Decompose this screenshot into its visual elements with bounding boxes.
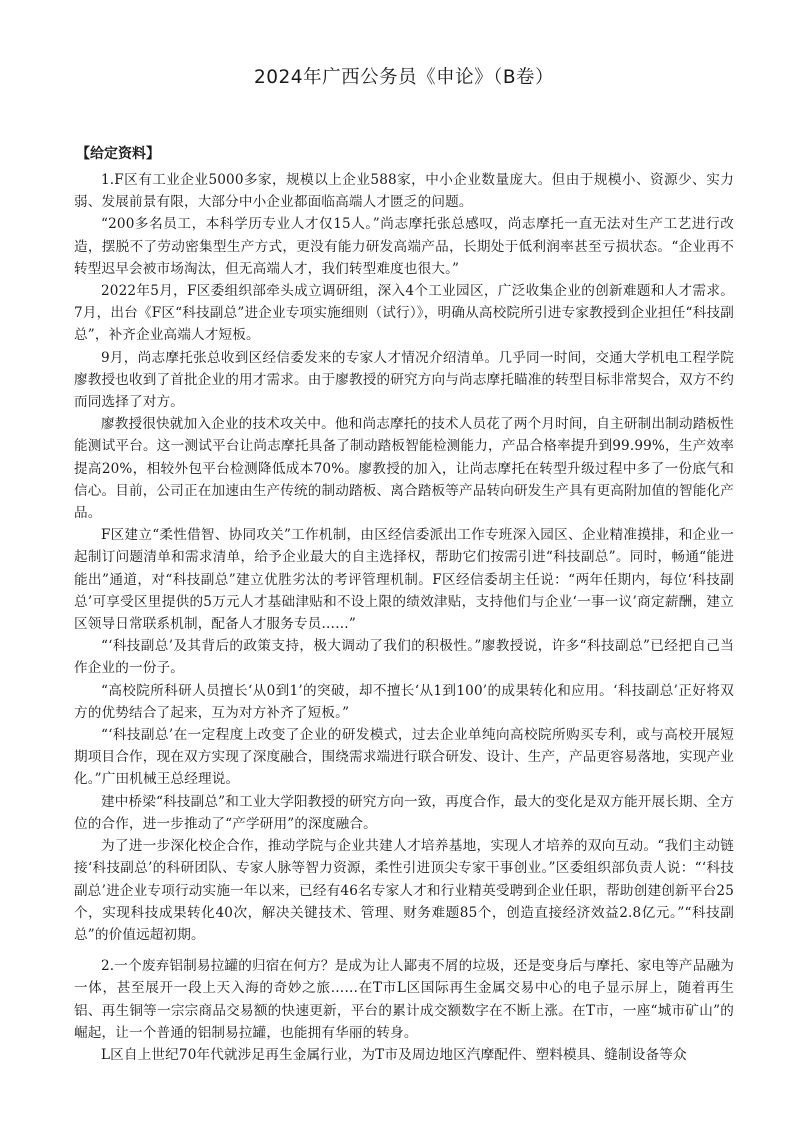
section-label: 【给定资料】: [76, 146, 160, 162]
paragraph: 建中桥梁“科技副总”和工业大学阳教授的研究方向一致，再度合作，最大的变化是双方能开展长期、全方位的合作，进一步推动了“产学研用”的深度融合。: [74, 793, 734, 832]
paragraph: “高校院所科研人员擅长‘从0到1’的突破，却不擅长‘从1到100’的成果转化和应用。‘科技副总’正好将双方的优势结合了起来，互为对方补齐了短板。”: [74, 682, 734, 721]
paragraph: L区自上世纪70年代就涉足再生金属行业，为T市及周边地区汽摩配件、塑料模具、缝制设备等众: [101, 1046, 687, 1063]
paragraph: 1.F区有工业企业5000多家，规模以上企业588家，中小企业数量庞大。但由于规模小、资源少、实力弱、发展前景有限，大部分中小企业都面临高端人才匮乏的问题。: [74, 172, 734, 211]
paragraph: “‘科技副总’在一定程度上改变了企业的研发模式，过去企业单纯向高校院所购买专利，或与高校开展短期项目合作，现在双方实现了深度融合，围绕需求端进行联合研发、设计、生产，产品更容易落地，实现产业化。”广田机械王总经理说。: [74, 727, 734, 788]
paragraph: “200多名员工，本科学历专业人才仅15人。”尚志摩托张总感叹，尚志摩托一直无法对生产工艺进行改造，摆脱不了劳动密集型生产方式，更没有能力研发高端产品，长期处于低利润率甚至亏损状态。“企业再不转型迟早会被市场淘汰，但无高端人才，我们转型难度也很大。”: [74, 216, 734, 277]
paragraph: 2.一个废弃铝制易拉罐的归宿在何方？是成为让人鄙夷不屑的垃圾，还是变身后与摩托、家电等产品融为一体，甚至展开一段上天入海的奇妙之旅……在T市L区国际再生金属交易中心的电子显示屏上，随着再生铝、再生铜等一宗宗商品交易额的快速更新，平台的累计成交额数字在不断上涨。在T市，一座“城市矿山”的崛起，让一个普通的铝制易拉罐，也能拥有华丽的转身。: [74, 958, 734, 1041]
paragraph: “‘科技副总’及其背后的政策支持，极大调动了我们的积极性。”廖教授说，许多“科技副总”已经把自己当作企业的一份子。: [74, 638, 734, 677]
paragraph: 2022年5月，F区委组织部牵头成立调研组，深入4个工业园区，广泛收集企业的创新难题和人才需求。7月，出台《F区“科技副总”进企业专项实施细则（试行）》，明确从高校院所引进专家教授到企业担任“科技副总”，补齐企业高端人才短板。: [74, 283, 734, 344]
paragraph: 为了进一步深化校企合作，推动学院与企业共建人才培养基地，实现人才培养的双向互动。“我们主动链接‘科技副总’的科研团队、专家人脉等智力资源，柔性引进顶尖专家干事创业。”区委组织部负责人说：“‘科技副总’进企业专项行动实施一年以来，已经有46名专家人才和行业精英受聘到企业任职，帮助创建创新平台25个，实现科技成果转化40次，解决关键技术、管理、财务难题85个，创造直接经济效益2.8亿元。”“科技副总”的价值远超初期。: [74, 838, 734, 943]
paragraph: 廖教授很快就加入企业的技术攻关中。他和尚志摩托的技术人员花了两个月时间，自主研制出制动踏板性能测试平台。这一测试平台让尚志摩托具备了制动踏板智能检测能力，产品合格率提升到99.99%，生产效率提高20%，相较外包平台检测降低成本70%。廖教授的加入，让尚志摩托在转型升级过程中多了一份底气和信心。目前，公司正在加速由生产传统的制动踏板、离合踏板等产品转向研发生产具有更高附加值的智能化产品。: [74, 416, 734, 522]
paragraph: F区建立“柔性借智、协同攻关”工作机制，由区经信委派出工作专班深入园区、企业精准摸排，和企业一起制订问题清单和需求清单，给予企业最大的自主选择权，帮助它们按需引进“科技副总”。同时，畅通“能进能出”通道，对“科技副总”建立优胜劣汰的考评管理机制。F区经信委胡主任说：“两年任期内，每位‘科技副总’可享受区里提供的5万元人才基础津贴和不设上限的绩效津贴，支持他们与企业‘一事一议’商定薪酬，建立区领导日常联系机制，配备人才服务专员……”: [74, 527, 734, 633]
paragraph: 9月，尚志摩托张总收到区经信委发来的专家人才情况介绍清单。几乎同一时间，交通大学机电工程学院廖教授也收到了首批企业的用才需求。由于廖教授的研究方向与尚志摩托瞄准的转型目标非常契合，双方不约而同选择了对方。: [74, 349, 734, 411]
document-title: 2024年广西公务员《申论》（B卷）: [253, 67, 555, 88]
